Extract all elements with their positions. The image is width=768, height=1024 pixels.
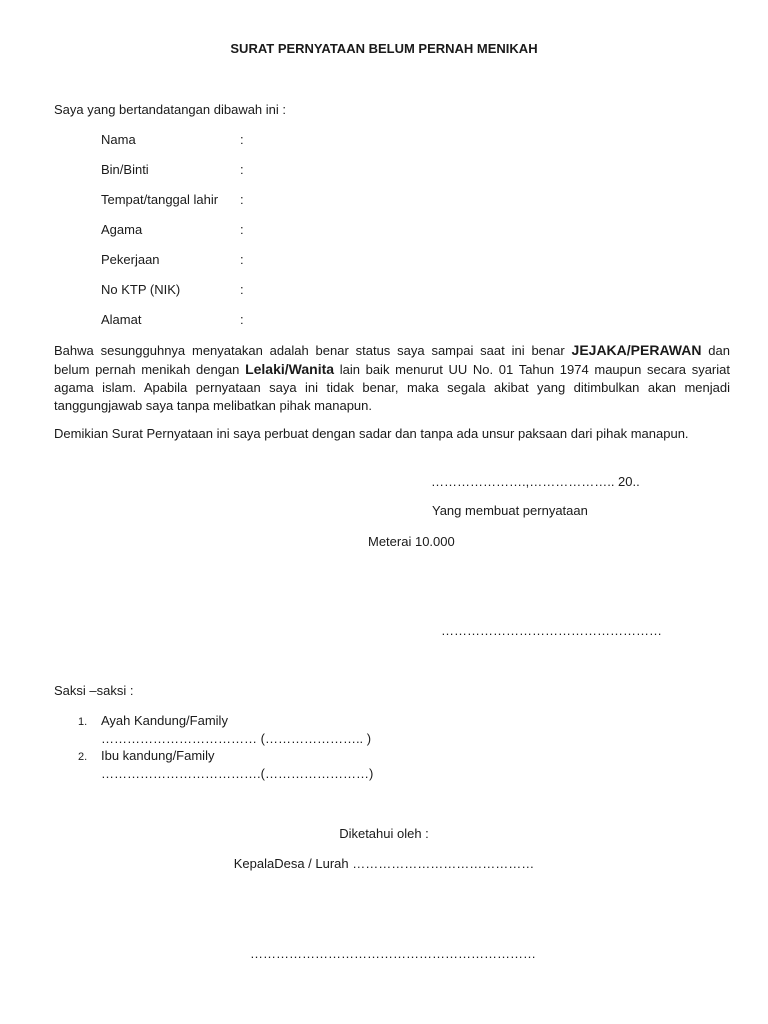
known-by-label: Diketahui oleh :: [339, 826, 429, 841]
witness-signature-line: ……………………………… (………………….. ): [101, 731, 372, 746]
field-label-nama: Nama: [101, 132, 136, 147]
field-label-alamat: Alamat: [101, 312, 142, 327]
statement-text-part2: dan belum pernah menikah dengan: [54, 343, 730, 377]
stamp-duty-label: Meterai 10.000: [368, 534, 455, 549]
intro-text: Saya yang bertandatangan dibawah ini :: [54, 102, 287, 117]
closing-paragraph: Demikian Surat Pernyataan ini saya perbuat dengan sadar dan tanpa ada unsur paksaan dari pihak manapun.: [54, 426, 689, 441]
date-line: ………………….,……………….. 20..: [431, 474, 640, 489]
status-bold-text: JEJAKA/PERAWAN: [571, 342, 702, 358]
statement-text-part1: Bahwa sesungguhnya menyatakan adalah benar status saya sampai saat ini benar: [54, 343, 572, 358]
statement-paragraph: [54, 341, 730, 415]
field-colon: :: [240, 132, 244, 147]
witness-number: 1.: [78, 716, 88, 728]
field-label-pekerjaan: Pekerjaan: [101, 252, 160, 267]
field-colon: :: [240, 252, 244, 267]
witness-signature-line: ……………………………….(……………………): [101, 766, 374, 781]
village-head-line: KepalaDesa / Lurah ……………………………………: [233, 856, 535, 871]
field-colon: :: [240, 162, 244, 177]
witness-name: Ibu kandung/Family: [101, 748, 215, 763]
maker-label: Yang membuat pernyataan: [432, 503, 588, 518]
gender-bold-text: Lelaki/Wanita: [245, 361, 335, 377]
document-title: SURAT PERNYATAAN BELUM PERNAH MENIKAH: [230, 41, 538, 56]
field-colon: :: [240, 282, 244, 297]
field-label-bin-binti: Bin/Binti: [101, 162, 149, 177]
village-head-signature-line: …………………………………………………………: [250, 946, 536, 961]
field-label-agama: Agama: [101, 222, 143, 237]
field-colon: :: [240, 192, 244, 207]
signature-line: ……………………………………………: [441, 623, 662, 638]
witnesses-title: Saksi –saksi :: [54, 683, 134, 698]
witness-number: 2.: [78, 751, 88, 763]
field-label-tempat-tanggal-lahir: Tempat/tanggal lahir: [101, 192, 219, 207]
field-colon: :: [240, 312, 244, 327]
statement-text-part3: lain baik menurut UU No. 01 Tahun 1974 maupun secara syariat agama islam. Apabila pernyataan saya ini tidak benar, maka segala akibat yang ditimbulkan akan menjadi tanggungjawab saya tanpa melibatkan pihak manapun.: [54, 362, 730, 413]
field-colon: :: [240, 222, 244, 237]
field-label-no-ktp: No KTP (NIK): [101, 282, 181, 297]
witness-name: Ayah Kandung/Family: [101, 713, 228, 728]
